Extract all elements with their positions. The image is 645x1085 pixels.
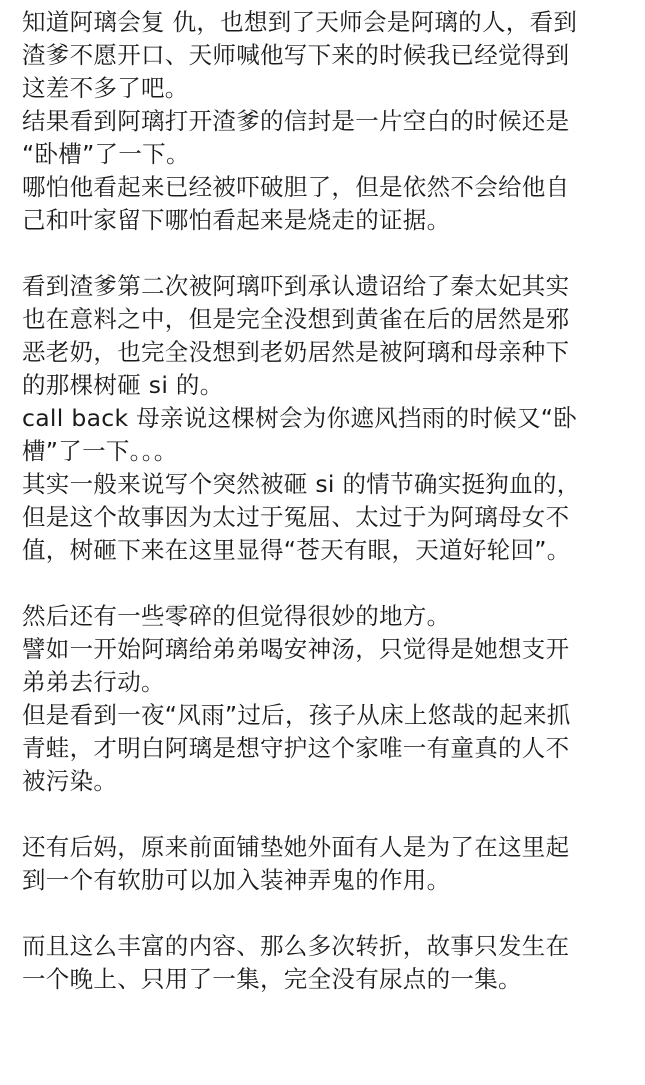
text-line: 被污染。 bbox=[22, 767, 118, 795]
text-line: 恶老奶，也完全没想到老奶居然是被阿璃和母亲种下 bbox=[22, 338, 570, 366]
text-line: 结果看到阿璃打开渣爹的信封是一片空白的时候还是 bbox=[22, 107, 570, 135]
text-line: 弟弟去行动。 bbox=[22, 668, 165, 696]
text-line: 一个晚上、只用了一集，完全没有尿点的一集。 bbox=[22, 965, 522, 993]
text-line: 哪怕他看起来已经被吓破胆了，但是依然不会给他自 bbox=[22, 173, 570, 201]
text-line: 己和叶家留下哪怕看起来是烧走的证据。 bbox=[22, 206, 451, 234]
text-line: 这差不多了吧。 bbox=[22, 74, 189, 102]
text-line: call back 母亲说这棵树会为你遮风挡雨的时候又“卧 bbox=[22, 404, 578, 432]
text-line: 然后还有一些零碎的但觉得很妙的地方。 bbox=[22, 602, 451, 630]
text-line: 但是看到一夜“风雨”过后，孩子从床上悠哉的起来抓 bbox=[22, 701, 571, 729]
text-line: 也在意料之中，但是完全没想到黄雀在后的居然是邪 bbox=[22, 305, 570, 333]
paragraph-4 bbox=[22, 831, 640, 897]
text-line: 还有后妈，原来前面铺垫她外面有人是为了在这里起 bbox=[22, 833, 570, 861]
paragraph-2 bbox=[22, 270, 640, 567]
text-line: 但是这个故事因为太过于冤屈、太过于为阿璃母女不 bbox=[22, 503, 570, 531]
text-line: 槽”了一下。。。 bbox=[22, 437, 178, 465]
text-line: 其实一般来说写个突然被砸 si 的情节确实挺狗血的， bbox=[22, 470, 581, 498]
paragraph-3 bbox=[22, 600, 640, 798]
text-line: 譬如一开始阿璃给弟弟喝安神汤，只觉得是她想支开 bbox=[22, 635, 570, 663]
paragraph-1 bbox=[22, 6, 640, 237]
text-line: 知道阿璃会复 仇，也想到了天师会是阿璃的人，看到 bbox=[22, 8, 578, 36]
text-line: 渣爹不愿开口、天师喊他写下来的时候我已经觉得到 bbox=[22, 41, 570, 69]
text-line: 看到渣爹第二次被阿璃吓到承认遗诏给了秦太妃其实 bbox=[22, 272, 570, 300]
paragraph-5 bbox=[22, 930, 640, 996]
text-line: 而且这么丰富的内容、那么多次转折，故事只发生在 bbox=[22, 932, 570, 960]
text-line: 到一个有软肋可以加入装神弄鬼的作用。 bbox=[22, 866, 451, 894]
text-line: 值，树砸下来在这里显得“苍天有眼，天道好轮回”。 bbox=[22, 536, 571, 564]
text-line: 的那棵树砸 si 的。 bbox=[22, 371, 224, 399]
document-body bbox=[22, 6, 640, 1029]
text-line: 青蛙，才明白阿璃是想守护这个家唯一有童真的人不 bbox=[22, 734, 570, 762]
text-line: “卧槽”了一下。 bbox=[22, 140, 190, 168]
